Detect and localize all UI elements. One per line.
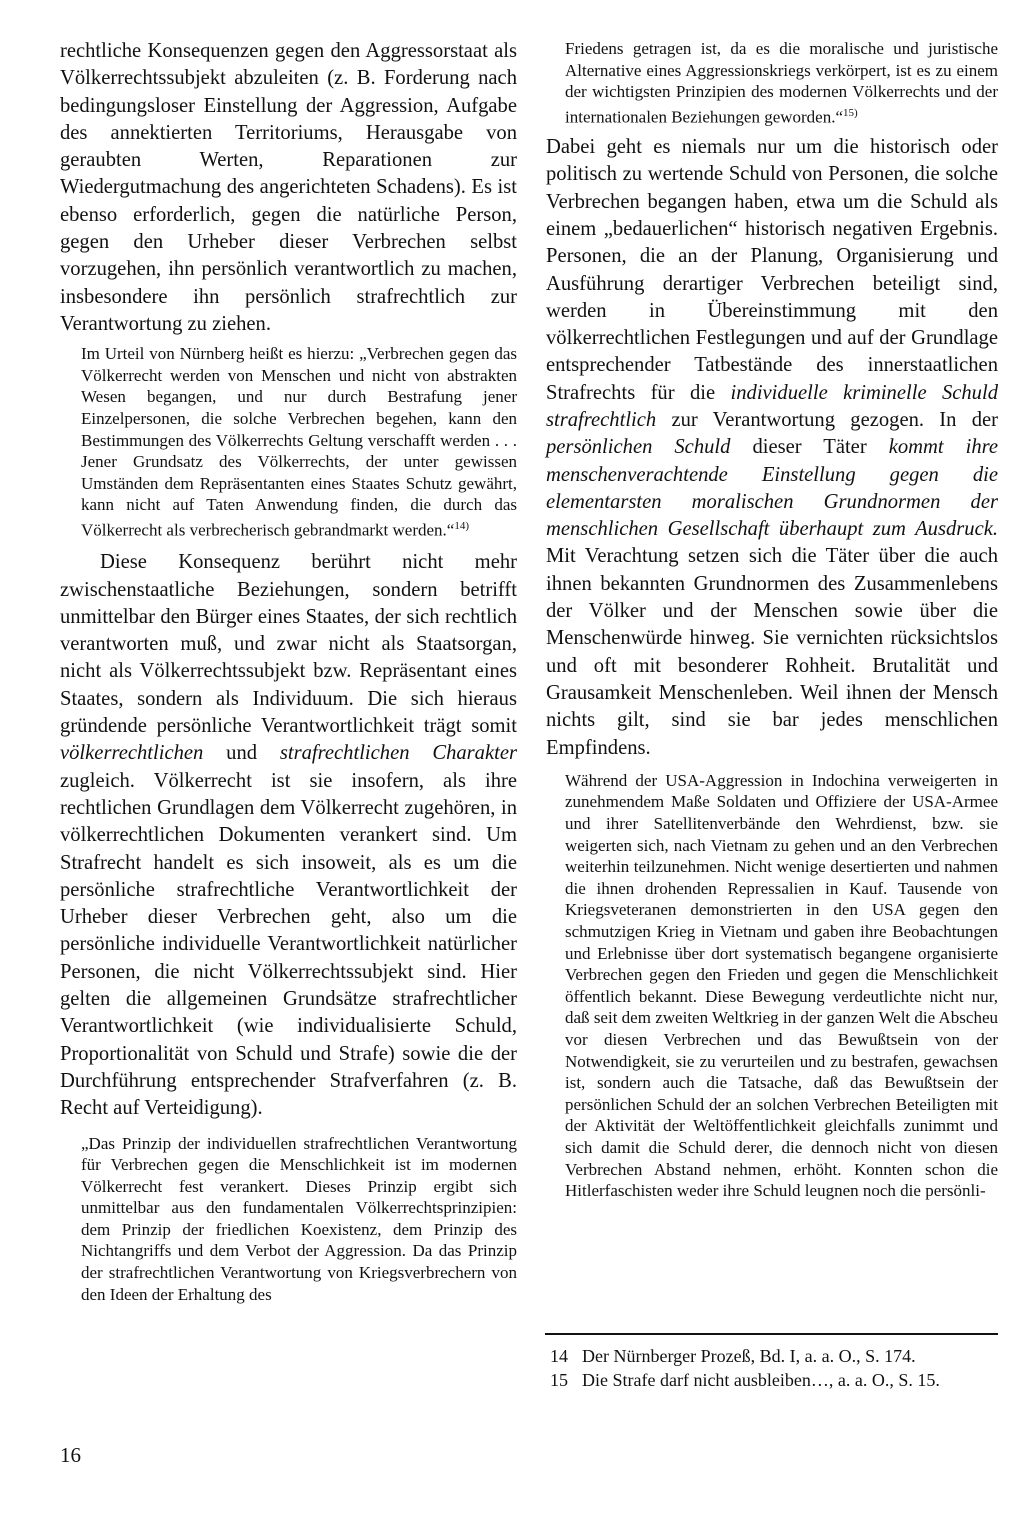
italic-run: persönlichen Schuld [546, 436, 731, 459]
text-run: zugleich. Völkerrecht ist sie insofern, als ihre rechtlichen Grundlagen dem Völkerrecht zugehören, in völkerrechtlichen Dokumenten verankert sind. Um Strafrecht handelt es sich insoweit, als es um die persönliche strafrechtliche Verantwortlichkeit der Urheber dieser Verbrechen geht, also um die persönliche individuelle Verantwortlichkeit natürlicher Personen, die nicht Völkerrechtssubjekt sind. Hier gelten die allgemeinen Grundsätze strafrechtlicher Verantwortlichkeit (wie individualisierte Schuld, Proportionalität von Schuld und Strafe) sowie die der Durchführung entsprechender Strafverfahren (z. B. Recht auf Verteidigung). [60, 769, 517, 1120]
footnote [550, 1368, 990, 1392]
footnote-ref: 15) [843, 106, 858, 119]
footnote [550, 1344, 990, 1368]
text-run: Diese Konsequenz berührt nicht mehr zwischenstaatliche Beziehungen, sondern betrifft unmittelbar den Bürger eines Staates, der sich rechtlich verantworten muß, und zwar nicht als Staatsorgan, nicht als Völkerrechtssubjekt bzw. Repräsentant eines Staates, sondern als Individuum. Die sich hieraus gründende persönliche Verantwortlichkeit trägt somit [60, 551, 517, 738]
footnote-number: 14 [550, 1346, 568, 1366]
body-paragraph: rechtliche Konsequenzen gegen den Aggressorstaat als Völkerrechtssubjekt abzuleiten (z. B. Forderung nach bedingungsloser Einstellung der Aggression, Aufgabe des annektierten Territoriums, Herausgabe von geraubten Werten, Reparationen zur Wiedergutmachung des angerichteten Schadens). Es ist ebenso erforderlich, gegen die natürliche Person, gegen den Urheber dieser Verbrechen selbst vorzugehen, ihn persönlich verantwortlich zu machen, insbesondere ihn persönlich strafrechtlich zur Verantwortung zu ziehen. [60, 40, 517, 335]
text-run: und [203, 742, 280, 765]
italic-run: strafrechtlichen Charakter [279, 742, 517, 765]
italic-run: kommt ihre menschenverachtende Einstellung gegen die elementarsten moralischen Grundnormen der menschlichen Gesellschaft überhaupt zum Ausdruck. [546, 436, 999, 541]
quote-text: Friedens getragen ist, da es die moralische und juristische Alternative eines Aggressionskriegs verkörpert, ist es zu einem der wichtigsten Prinzipien des modernen Völkerrechts und der internationalen Beziehungen geworden.“ [565, 39, 998, 127]
text-run: zur Verantwortung gezogen. In der [656, 409, 998, 431]
footnote-text: Der Nürnberger Prozeß, Bd. I, a. a. O., S. 174. [582, 1346, 916, 1366]
left-column [60, 38, 517, 1313]
footnote-number: 15 [550, 1370, 568, 1390]
block-quote [60, 343, 517, 541]
body-paragraph [60, 549, 517, 1122]
italic-run: individuelle kriminelle Schuld strafrechtlich [546, 381, 998, 431]
block-quote: Während der USA-Aggression in Indochina verweigerten in zunehmendem Maße Soldaten und Offiziere der USA-Armee und ihrer Satellitenverbände den Wehrdienst, bzw. sie weigerten sich, nach Vietnam zu gehen und an den Verbrechen weiterhin teilzunehmen. Nicht wenige desertierten und nahmen die ihnen drohenden Repressalien in Kauf. Tausende von Kriegsveteranen demonstrierten in den USA gegen den schmutzigen Krieg in Vietnam und gaben ihre Beobachtungen und Erlebnisse über dort systematisch begangene organisierte Verbrechen gegen den Frieden und gegen die Menschlichkeit öffentlich bekannt. Diese Bewegung verdeutlichte nicht nur, daß seit dem zweiten Weltkrieg in der ganzen Welt die Abscheu vor diesen Verbrechen und das Bewußtsein von der Notwendigkeit, sie zu verurteilen und zu bestrafen, gewachsen ist, sondern auch die Tatsache, daß das Bewußtsein der persönlichen Schuld der an solchen Verbrechen Beteiligten mit der Aktivität der Weltöffentlichkeit gleichfalls zunimmt und sich damit die Schuld derer, die dennoch nicht von diesen Verbrechen Abstand nehmen, erhöht. Konnten schon die Hitlerfaschisten weder ihre Schuld leugnen noch die persönli- [565, 770, 998, 1201]
italic-run: völkerrechtlichen [60, 742, 204, 765]
footnotes [550, 1344, 990, 1392]
block-quote-continued [546, 38, 998, 128]
text-run: dieser Täter [730, 436, 889, 459]
block-quote: „Das Prinzip der individuellen strafrechtlichen Verantwortung für Verbrechen gegen die Menschlichkeit ist im modernen Völkerrecht fest verankert. Dieses Prinzip ergibt sich unmittelbar aus den fundamentalen Völkerrechtsprinzipien: dem Prinzip der friedlichen Koexistenz, dem Prinzip des Nichtangriffs und dem Verbot der Aggression. Da das Prinzip der strafrechtlichen Verantwortung von Kriegsverbrechern von den Ideen der Erhaltung des [81, 1133, 517, 1304]
quote-text: Im Urteil von Nürnberg heißt es hierzu: „Verbrechen gegen das Völkerrecht werden von Menschen und nicht von abstrakten Wesen begangen, und nur durch Bestrafung jener Einzelpersonen, die solche Verbrechen begehen, kann den Bestimmungen des Völkerrechts Geltung verschafft werden . . . Jener Grundsatz des Völkerrechts, der unter gewissen Umständen dem Repräsentanten eines Staates Schutz gewährt, kann nicht auf Taten Anwendung finden, die durch das Völkerrecht als verbrecherisch gebrandmarkt werden.“ [81, 344, 517, 540]
footnote-ref: 14) [454, 520, 470, 533]
text-run: Mit Verachtung setzen sich die Täter über die auch ihnen bekannten Grundnormen des Zusammenlebens der Völker und der Menschen sowie über die Menschenwürde hinweg. Sie vernichten rücksichtslos und oft mit besonderer Rohheit. Brutalität und Grausamkeit Menschenleben. Weil ihnen der Mensch nichts gilt, sind sie bar jedes menschlichen Empfindens. [546, 545, 998, 759]
text-run: Dabei geht es niemals nur um die historisch oder politisch zu wertende Schuld von Personen, die solche Verbrechen begangen haben, etwa um die Schuld als einem „bedauerlichen“ historisch negativen Ergebnis. Personen, die an der Planung, Organisierung und Ausführung derartiger Verbrechen beteiligt sind, werden in Übereinstimmung mit den völkerrechtlichen Festlegungen und auf der Grundlage entsprechender Tatbestände des innerstaatlichen Strafrechts für die [546, 136, 998, 404]
page-number: 16 [60, 1443, 81, 1467]
footnote-divider [545, 1333, 998, 1335]
body-paragraph [546, 134, 998, 762]
footnote-text: Die Strafe darf nicht ausbleiben…, a. a. O., S. 15. [582, 1370, 940, 1390]
right-column [546, 38, 998, 1202]
